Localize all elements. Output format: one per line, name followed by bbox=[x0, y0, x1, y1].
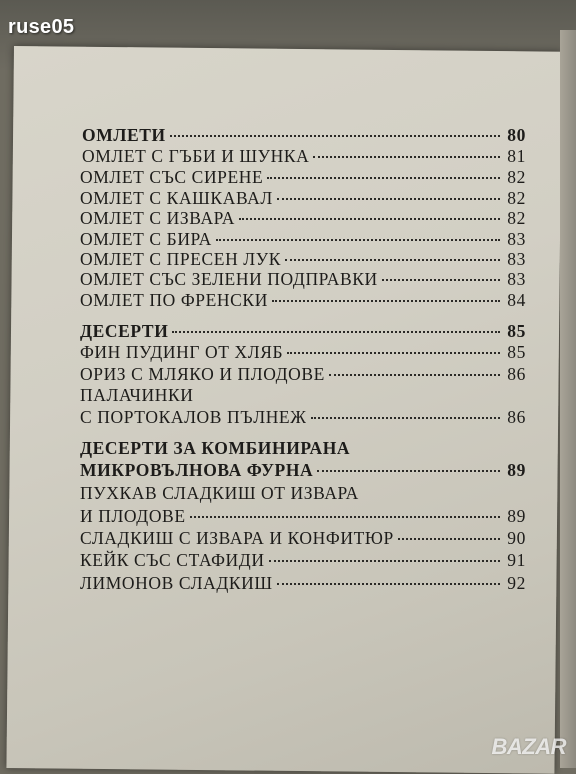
leader-dots bbox=[216, 239, 500, 241]
toc-entry-page: 84 bbox=[507, 290, 526, 310]
toc-entry bbox=[80, 528, 526, 549]
toc-entry bbox=[80, 550, 526, 571]
site-logo: BAZAR bbox=[491, 734, 566, 759]
toc-entry-page: 89 bbox=[507, 460, 526, 480]
toc-entry-title: ОМЛЕТ С ГЪБИ И ШУНКА bbox=[82, 146, 310, 166]
toc-entry-title: ДЕСЕРТИ ЗА КОМБИНИРАНА bbox=[80, 438, 351, 458]
toc-entry bbox=[80, 460, 526, 481]
toc-entry-title: ПАЛАЧИНКИ bbox=[80, 385, 194, 405]
toc-entry-title: ОМЛЕТ ПО ФРЕНСКИ bbox=[80, 290, 268, 310]
toc-entry bbox=[80, 167, 526, 188]
toc-entry-page: 90 bbox=[507, 528, 526, 548]
toc-entry-title: И ПЛОДОВЕ bbox=[80, 506, 186, 526]
toc-entry-title: ДЕСЕРТИ bbox=[80, 321, 169, 341]
toc-entry-page: 82 bbox=[507, 167, 526, 187]
toc-entry-page: 85 bbox=[507, 321, 526, 341]
toc-entry-title: ОМЛЕТ С БИРА bbox=[80, 229, 212, 249]
toc-entry-page: 82 bbox=[507, 188, 526, 208]
toc-entry-title: ОМЛЕТ СЪС СИРЕНЕ bbox=[80, 167, 264, 187]
leader-dots bbox=[170, 135, 500, 137]
leader-dots bbox=[382, 279, 500, 281]
toc-entry-title: С ПОРТОКАЛОВ ПЪЛНЕЖ bbox=[80, 407, 307, 427]
toc-entry-title: ФИН ПУДИНГ ОТ ХЛЯБ bbox=[80, 342, 284, 362]
toc-entry-title: ОМЛЕТ С ИЗВАРА bbox=[80, 208, 236, 228]
toc-entry-page: 91 bbox=[507, 550, 526, 570]
leader-dots bbox=[267, 177, 500, 179]
toc-entry bbox=[82, 146, 526, 167]
leader-dots bbox=[172, 331, 500, 333]
toc-entry-title: ОМЛЕТ С ПРЕСЕН ЛУК bbox=[80, 249, 282, 269]
toc-entry bbox=[80, 342, 526, 363]
toc-entry bbox=[80, 407, 526, 428]
toc-entry bbox=[80, 483, 526, 504]
leader-dots bbox=[239, 218, 500, 220]
toc-entry bbox=[80, 290, 526, 311]
toc-entry-page: 82 bbox=[507, 208, 526, 228]
leader-dots bbox=[317, 470, 500, 472]
toc-entry-page: 83 bbox=[507, 269, 526, 289]
toc-entry-title: ОМЛЕТ С КАШКАВАЛ bbox=[80, 188, 273, 208]
toc-entry-title: ОМЛЕТ СЪС ЗЕЛЕНИ ПОДПРАВКИ bbox=[80, 269, 378, 289]
toc-entry bbox=[80, 269, 526, 290]
toc-entry-title: ЛИМОНОВ СЛАДКИШ bbox=[80, 573, 273, 593]
leader-dots bbox=[329, 374, 500, 376]
leader-dots bbox=[277, 198, 500, 200]
toc-entry-page: 92 bbox=[507, 573, 526, 593]
toc-entry bbox=[80, 321, 526, 342]
toc-entry bbox=[80, 438, 526, 459]
toc-entry-title: ПУХКАВ СЛАДКИШ ОТ ИЗВАРА bbox=[80, 483, 359, 503]
leader-dots bbox=[269, 560, 500, 562]
leader-dots bbox=[190, 516, 500, 518]
leader-dots bbox=[287, 352, 500, 354]
toc-entry bbox=[82, 125, 526, 146]
toc-entry-page: 83 bbox=[507, 229, 526, 249]
toc-entry bbox=[80, 573, 526, 594]
toc-entry bbox=[80, 188, 526, 209]
toc-entry-page: 81 bbox=[507, 146, 526, 166]
toc-entry-page: 80 bbox=[507, 125, 526, 145]
leader-dots bbox=[272, 300, 500, 302]
toc-entry bbox=[80, 385, 526, 406]
toc-entry-title: ОРИЗ С МЛЯКО И ПЛОДОВЕ bbox=[80, 364, 325, 384]
toc-entry-page: 86 bbox=[507, 364, 526, 384]
toc-entry-page: 83 bbox=[507, 249, 526, 269]
toc-entry-title: МИКРОВЪЛНОВА ФУРНА bbox=[80, 460, 314, 480]
toc-entry bbox=[80, 249, 526, 270]
watermark: ruse05 bbox=[8, 16, 75, 38]
toc-entry-title: ОМЛЕТИ bbox=[82, 125, 166, 145]
toc-entry-title: КЕЙК СЪС СТАФИДИ bbox=[80, 550, 265, 570]
toc-entry-title: СЛАДКИШ С ИЗВАРА И КОНФИТЮР bbox=[80, 528, 394, 548]
toc-entry-page: 86 bbox=[507, 407, 526, 427]
toc-entry-page: 85 bbox=[507, 342, 526, 362]
toc-entry bbox=[80, 208, 526, 229]
leader-dots bbox=[277, 583, 500, 585]
leader-dots bbox=[285, 259, 500, 261]
toc-entry-page: 89 bbox=[507, 506, 526, 526]
toc-entry bbox=[80, 364, 526, 385]
leader-dots bbox=[398, 538, 500, 540]
leader-dots bbox=[311, 417, 500, 419]
toc-entry bbox=[80, 229, 526, 250]
leader-dots bbox=[313, 156, 500, 158]
toc-entry bbox=[80, 506, 526, 527]
